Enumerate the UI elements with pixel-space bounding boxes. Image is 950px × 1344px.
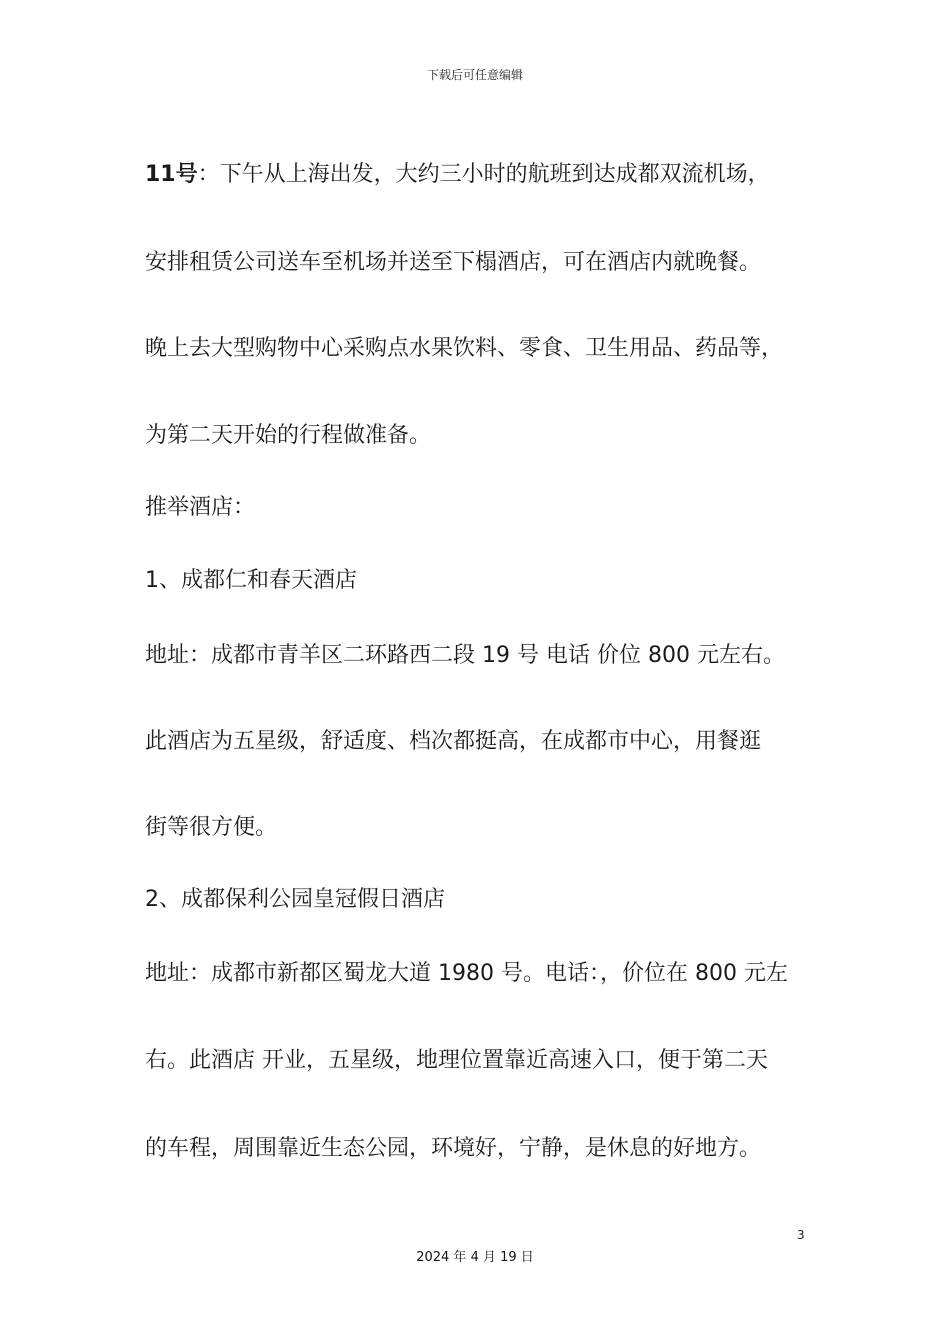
page-number: 3 [797,1228,805,1242]
hotel-2-description: 右。此酒店 开业，五星级，地理位置靠近高速入口，便于第二天 [145,1048,768,1073]
body-line-3: 晚上去大型购物中心采购点水果饮料、零食、卫生用品、药品等， [145,336,784,361]
body-line-2: 安排租赁公司送车至机场并送至下榻酒店，可在酒店内就晚餐。 [145,250,762,275]
hotel-2-name: 2、成都保利公园皇冠假日酒店 [145,887,445,912]
body-line-1 [145,160,770,190]
hotel-1-name: 1、成都仁和春天酒店 [145,568,357,593]
hotel-2-description-cont: 的车程，周围靠近生态公园，环境好，宁静，是休息的好地方。 [145,1136,762,1161]
body-line-4: 为第二天开始的行程做准备。 [145,423,432,448]
recommended-hotels-heading: 推举酒店： [145,495,256,520]
hotel-1-address: 地址：成都市青羊区二环路西二段 19 号 电话 价位 800 元左右。 [145,643,785,668]
hotel-1-description: 此酒店为五星级，舒适度、档次都挺高，在成都市中心，用餐逛 [145,729,762,754]
footer-date: 2024 年 4 月 19 日 [416,1250,534,1265]
header-note: 下载后可任意编辑 [426,68,523,82]
hotel-1-description-cont: 街等很方便。 [145,815,278,840]
hotel-2-address: 地址：成都市新都区蜀龙大道 1980 号。电话：，价位在 800 元左 [145,961,788,986]
day-label: 11号 [145,162,198,187]
day-description: ：下午从上海出发，大约三小时的航班到达成都双流机场， [197,162,770,187]
